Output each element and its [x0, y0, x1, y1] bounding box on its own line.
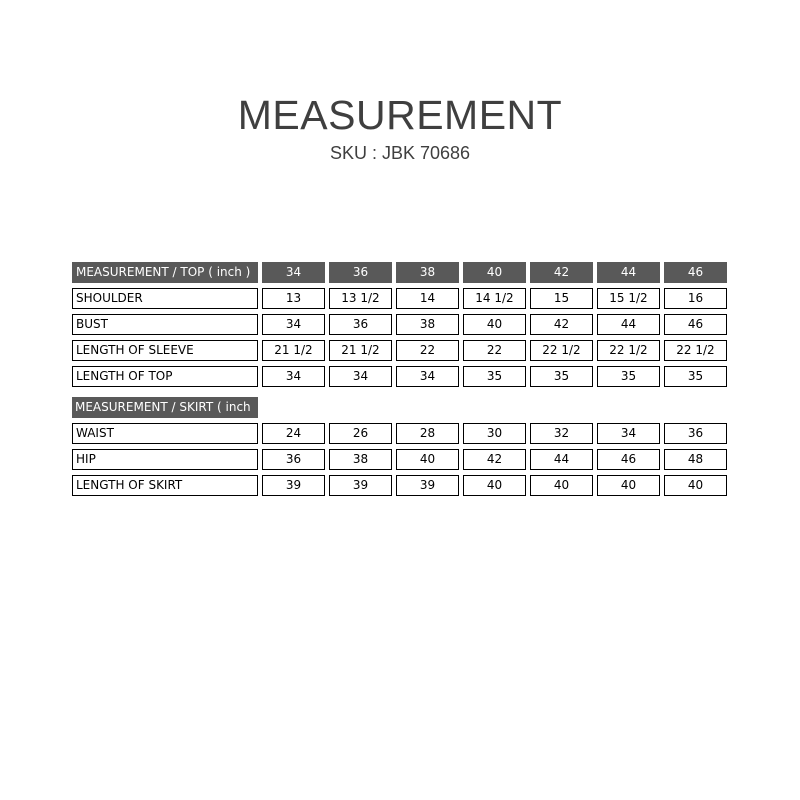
table-cell: 28	[396, 423, 459, 444]
table-cell: 21 1/2	[262, 340, 325, 361]
table-cell: 39	[396, 475, 459, 496]
table-row	[0, 288, 800, 309]
skirt-header-label: MEASUREMENT / SKIRT ( inch	[72, 397, 258, 418]
size-header: 36	[329, 262, 392, 283]
table-row	[0, 423, 800, 444]
table-cell: 34	[262, 366, 325, 387]
table-cell: 40	[463, 475, 526, 496]
table-cell: 34	[597, 423, 660, 444]
table-row	[0, 366, 800, 387]
sku-subtitle: SKU : JBK 70686	[329, 143, 471, 163]
table-cell: 38	[396, 314, 459, 335]
table-cell: 42	[463, 449, 526, 470]
table-cell: 22 1/2	[664, 340, 727, 361]
table-cell: 40	[463, 314, 526, 335]
table-cell: 38	[329, 449, 392, 470]
table-cell: 13 1/2	[329, 288, 392, 309]
table-cell: 22	[463, 340, 526, 361]
table-cell: 36	[329, 314, 392, 335]
table-cell: 39	[329, 475, 392, 496]
size-header: 46	[664, 262, 727, 283]
table-row	[0, 340, 800, 361]
table-cell: 48	[664, 449, 727, 470]
table-row	[0, 475, 800, 496]
table-cell: 40	[396, 449, 459, 470]
table-cell: 30	[463, 423, 526, 444]
table-cell: 15 1/2	[597, 288, 660, 309]
table-cell: 13	[262, 288, 325, 309]
table-cell: 34	[262, 314, 325, 335]
table-cell: 34	[396, 366, 459, 387]
table-cell: 14	[396, 288, 459, 309]
table-cell: 15	[530, 288, 593, 309]
row-label: WAIST	[72, 423, 258, 444]
table-cell: 42	[530, 314, 593, 335]
table-cell: 40	[530, 475, 593, 496]
table-cell: 32	[530, 423, 593, 444]
table-cell: 44	[597, 314, 660, 335]
table-cell: 34	[329, 366, 392, 387]
table-cell: 22 1/2	[597, 340, 660, 361]
table-cell: 14 1/2	[463, 288, 526, 309]
table-cell: 35	[530, 366, 593, 387]
table-cell: 46	[597, 449, 660, 470]
row-label: HIP	[72, 449, 258, 470]
table-cell: 36	[262, 449, 325, 470]
table-cell: 35	[463, 366, 526, 387]
table-cell: 21 1/2	[329, 340, 392, 361]
table-cell: 40	[664, 475, 727, 496]
row-label: SHOULDER	[72, 288, 258, 309]
table-cell: 24	[262, 423, 325, 444]
table-cell: 35	[664, 366, 727, 387]
top-header-row	[0, 262, 800, 283]
table-row	[0, 449, 800, 470]
size-header: 44	[597, 262, 660, 283]
table-cell: 39	[262, 475, 325, 496]
table-cell: 46	[664, 314, 727, 335]
table-cell: 36	[664, 423, 727, 444]
table-cell: 44	[530, 449, 593, 470]
table-cell: 22 1/2	[530, 340, 593, 361]
top-header-label: MEASUREMENT / TOP ( inch )	[72, 262, 258, 283]
table-cell: 40	[597, 475, 660, 496]
table-cell: 26	[329, 423, 392, 444]
row-label: BUST	[72, 314, 258, 335]
row-label: LENGTH OF SLEEVE	[72, 340, 258, 361]
table-cell: 35	[597, 366, 660, 387]
row-label: LENGTH OF SKIRT	[72, 475, 258, 496]
size-header: 38	[396, 262, 459, 283]
table-cell: 16	[664, 288, 727, 309]
size-header: 42	[530, 262, 593, 283]
table-row	[0, 314, 800, 335]
size-header: 40	[463, 262, 526, 283]
page-title: MEASUREMENT	[237, 92, 563, 138]
table-cell: 22	[396, 340, 459, 361]
row-label: LENGTH OF TOP	[72, 366, 258, 387]
size-header: 34	[262, 262, 325, 283]
